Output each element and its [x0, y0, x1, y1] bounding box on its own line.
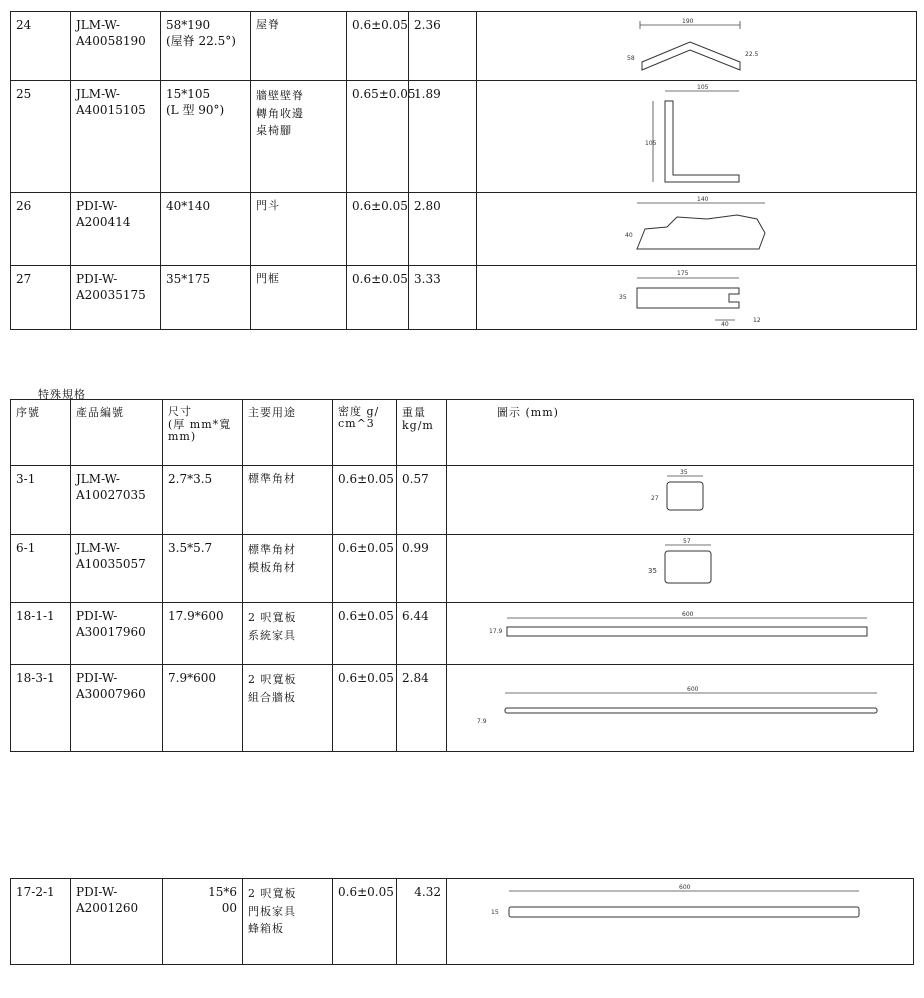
figure-cell	[477, 81, 917, 193]
dim-angle-label: 22.5	[745, 51, 759, 58]
usage: 屋脊	[251, 12, 347, 81]
usage: 門框	[251, 266, 347, 330]
row-number: 17-2-1	[11, 879, 71, 965]
weight: 3.33	[409, 266, 477, 330]
dim-width-label: 600	[682, 611, 694, 618]
header-usage: 主要用途	[243, 400, 333, 466]
dimensions: 15*105 (L 型 90°)	[161, 81, 251, 193]
row-number: 6-1	[11, 535, 71, 603]
dim-height-label: 35	[648, 567, 657, 575]
figure-cell	[447, 879, 914, 965]
weight: 0.57	[397, 466, 447, 535]
door-trim-profile-diagram	[477, 193, 917, 265]
product-code: JLM-W- A40058190	[71, 12, 161, 81]
usage: 標準角材 模板角材	[243, 535, 333, 603]
row-number: 3-1	[11, 466, 71, 535]
product-code: JLM-W- A10035057	[71, 535, 163, 603]
dim-height-label: 35	[619, 294, 627, 301]
dim-width-label: 57	[683, 538, 691, 545]
dim-height-label: 15	[491, 909, 499, 916]
row-number: 26	[11, 193, 71, 266]
dim-width-label: 35	[680, 469, 688, 476]
door-frame-profile-diagram	[477, 266, 917, 329]
dimensions: 3.5*5.7	[163, 535, 243, 603]
figure-cell	[447, 603, 914, 665]
figure-cell	[447, 535, 914, 603]
section-title: 特殊規格	[38, 388, 86, 401]
dimensions: 40*140	[161, 193, 251, 266]
row-number: 24	[11, 12, 71, 81]
figure-cell	[477, 12, 917, 81]
density: 0.6±0.05	[347, 12, 409, 81]
weight: 0.99	[397, 535, 447, 603]
header-density: 密度 g/ cm^3	[333, 400, 397, 466]
product-code: PDI-W- A200414	[71, 193, 161, 266]
table-row	[11, 603, 914, 665]
table-row	[11, 879, 914, 965]
header-weight: 重量 kg/m	[397, 400, 447, 466]
dim-width-label: 105	[697, 84, 709, 91]
table-row	[11, 466, 914, 535]
table-row	[11, 193, 917, 266]
dim-width-label: 140	[697, 196, 709, 203]
board-profile-diagram	[447, 665, 914, 751]
row-number: 18-3-1	[11, 665, 71, 752]
density: 0.6±0.05	[333, 665, 397, 752]
density: 0.6±0.05	[333, 466, 397, 535]
weight: 2.84	[397, 665, 447, 752]
dim-width-label: 600	[687, 686, 699, 693]
dim-width-label: 600	[679, 884, 691, 891]
product-code: PDI-W- A30017960	[71, 603, 163, 665]
table-row	[11, 266, 917, 330]
product-code: JLM-W- A40015105	[71, 81, 161, 193]
dim-height-label: 105	[645, 140, 657, 147]
weight: 1.89	[409, 81, 477, 193]
dim-width-label: 175	[677, 270, 689, 277]
product-code: PDI-W- A30007960	[71, 665, 163, 752]
dimensions: 58*190 (屋脊 22.5°)	[161, 12, 251, 81]
dim-height-label: 17.9	[489, 628, 503, 635]
figure-cell	[447, 665, 914, 752]
usage: 牆壁壁脊 轉角收邊 桌椅腳	[251, 81, 347, 193]
density: 0.6±0.05	[347, 193, 409, 266]
density: 0.6±0.05	[333, 879, 397, 965]
dimensions: 17.9*600	[163, 603, 243, 665]
figure-cell	[477, 193, 917, 266]
dimensions: 35*175	[161, 266, 251, 330]
dim-height-label: 7.9	[477, 718, 487, 725]
board-profile-diagram	[447, 603, 914, 664]
density: 0.6±0.05	[333, 535, 397, 603]
dim-height-label: 58	[627, 55, 635, 62]
usage: 標準角材	[243, 466, 333, 535]
figure-cell	[477, 266, 917, 330]
usage: 2 呎寬板 系統家具	[243, 603, 333, 665]
density: 0.6±0.05	[347, 266, 409, 330]
dimensions: 15*6 00	[163, 879, 243, 965]
ridge-profile-diagram	[477, 12, 917, 80]
row-number: 18-1-1	[11, 603, 71, 665]
table-row	[11, 665, 914, 752]
spec-table-bottom	[10, 878, 914, 965]
dim-notch-label: 12	[753, 317, 761, 324]
header-product-code: 產品編號	[71, 400, 163, 466]
header-number: 序號	[11, 400, 71, 466]
dim-height-label: 40	[625, 232, 633, 239]
square-profile-diagram	[447, 466, 914, 534]
weight: 2.80	[409, 193, 477, 266]
rect-profile-diagram	[447, 535, 914, 602]
dimensions: 2.7*3.5	[163, 466, 243, 535]
product-code: JLM-W- A10027035	[71, 466, 163, 535]
table-row	[11, 81, 917, 193]
weight: 4.32	[397, 879, 447, 965]
header-figure: 圖示 (mm)	[447, 400, 914, 466]
l-profile-diagram	[477, 81, 917, 192]
product-code: PDI-W- A2001260	[71, 879, 163, 965]
usage: 門斗	[251, 193, 347, 266]
spec-table-top	[10, 11, 917, 330]
header-dimensions: 尺寸 (厚 mm*寬 mm)	[163, 400, 243, 466]
weight: 6.44	[397, 603, 447, 665]
product-code: PDI-W- A20035175	[71, 266, 161, 330]
spec-table-special	[10, 399, 914, 752]
row-number: 27	[11, 266, 71, 330]
board-profile-diagram	[447, 879, 914, 964]
usage: 2 呎寬板 門板家具 蜂箱板	[243, 879, 333, 965]
dim-groove-label: 40	[721, 321, 729, 328]
usage: 2 呎寬板 組合牆板	[243, 665, 333, 752]
dim-height-label: 27	[651, 495, 659, 502]
weight: 2.36	[409, 12, 477, 81]
table-header-row	[11, 400, 914, 466]
dim-width-label: 190	[682, 18, 694, 25]
table-row	[11, 12, 917, 81]
figure-cell	[447, 466, 914, 535]
row-number: 25	[11, 81, 71, 193]
dimensions: 7.9*600	[163, 665, 243, 752]
table-row	[11, 535, 914, 603]
density: 0.6±0.05	[333, 603, 397, 665]
density: 0.65±0.05	[347, 81, 409, 193]
